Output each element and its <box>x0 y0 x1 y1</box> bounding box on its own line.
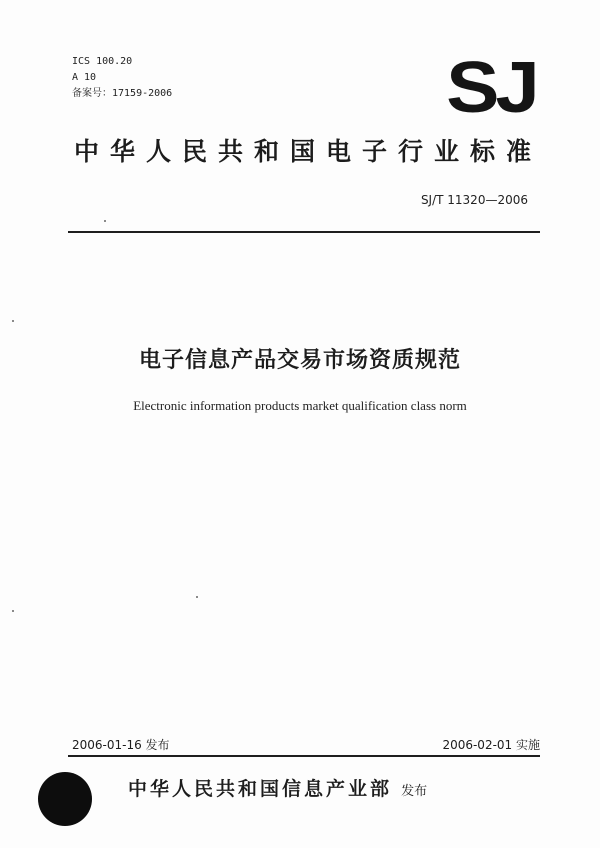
sj-logo-text: SJ <box>446 58 536 124</box>
classification-block <box>72 54 172 102</box>
implementation-date: 2006-02-01 实施 <box>442 738 540 752</box>
issuing-body-heading: 中华人民共和国电子行业标准 <box>73 137 542 166</box>
sj-logo <box>435 58 547 124</box>
document-title: 电子信息产品交易市场资质规范 <box>138 348 461 373</box>
publisher-suffix: 发布 <box>401 784 428 799</box>
class-code: A 10 <box>72 72 97 83</box>
header-divider <box>68 231 540 233</box>
filing-number: 备案号：17159-2006 <box>72 88 173 99</box>
publisher-line <box>128 774 427 801</box>
scan-speck <box>12 610 14 612</box>
scan-speck <box>196 596 198 598</box>
scan-speck <box>12 320 14 322</box>
footer-divider <box>68 755 540 757</box>
scan-speck <box>104 220 106 222</box>
standard-number: SJ/T 11320—2006 <box>420 193 528 207</box>
issue-date: 2006-01-16 发布 <box>72 738 170 752</box>
document-title-english: Electronic information products market qualification class norm <box>133 398 467 413</box>
publisher-name: 中华人民共和国信息产业部 <box>128 778 393 800</box>
binding-hole-mark <box>38 772 92 826</box>
ics-code: ICS 100.20 <box>72 56 133 67</box>
